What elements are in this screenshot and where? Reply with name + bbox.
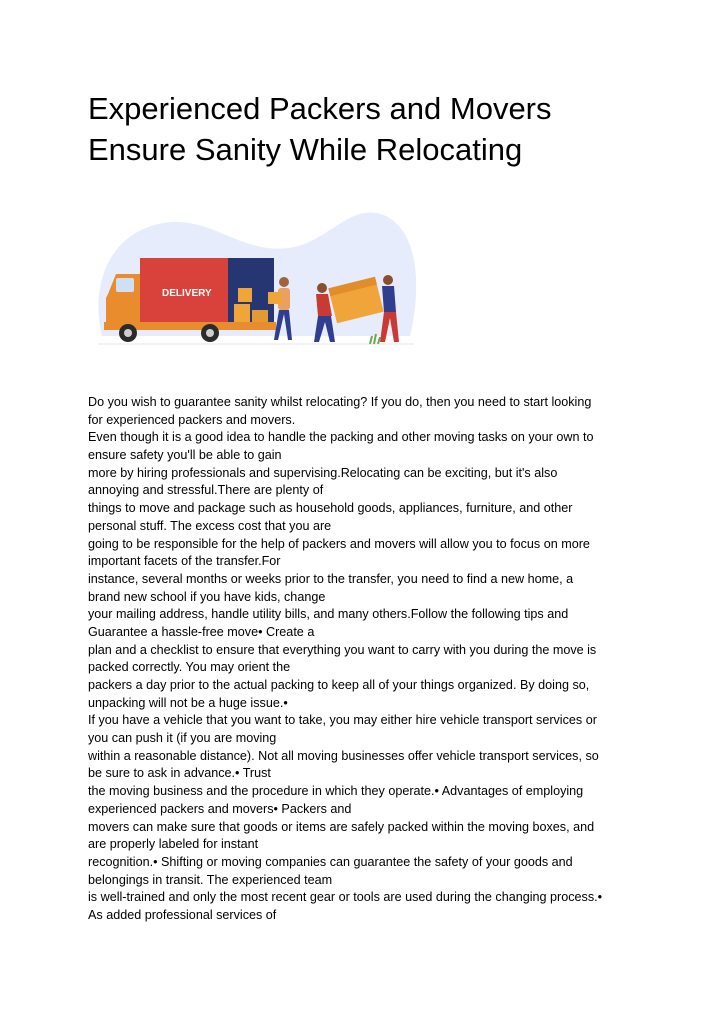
body-line: are properly labeled for instant	[88, 837, 259, 852]
body-line: more by hiring professionals and supervising.Relocating can be exciting, but it's also	[88, 465, 558, 480]
body-line: for experienced packers and movers.	[88, 412, 296, 427]
body-line: packers a day prior to the actual packing to keep all of your things organized. By doing so,	[88, 678, 590, 692]
title-line: Ensure Sanity While Relocating	[88, 132, 523, 167]
body-line: be sure to ask in advance.• Trust	[88, 766, 271, 781]
body-line: unpacking will not be a huge issue.•	[88, 695, 288, 710]
body-line: important facets of the transfer.For	[88, 554, 281, 569]
truck-window	[116, 278, 134, 292]
body-line: brand new school if you have kids, change	[88, 589, 326, 604]
body-line: the moving business and the procedure in which they operate.• Advantages of employing	[88, 784, 584, 799]
body-line: instance, several months or weeks prior to the transfer, you need to find a new home, a	[88, 571, 574, 586]
person-head-icon	[317, 283, 327, 293]
body-line: belongings in transit. The experienced team	[88, 872, 333, 887]
body-line: going to be responsible for the help of packers and movers will allow you to focus on more	[88, 536, 590, 551]
body-line: things to move and package such as household goods, appliances, furniture, and other	[88, 501, 573, 516]
body-line: recognition.• Shifting or moving companies can guarantee the safety of your goods and	[88, 854, 573, 869]
box-icon	[268, 292, 282, 304]
body-line: your mailing address, handle utility bills, and many others.Follow the following tips and	[88, 607, 569, 622]
body-line: Do you wish to guarantee sanity whilst relocating? If you do, then you need to start looking	[88, 395, 592, 409]
person-head-icon	[383, 275, 393, 285]
page-title	[88, 88, 648, 170]
body-line: ensure safety you'll be able to gain	[88, 448, 282, 463]
body-line: annoying and stressful.There are plenty of	[88, 483, 324, 498]
body-line: within a reasonable distance). Not all moving businesses offer vehicle transport services, so	[88, 748, 599, 763]
body-line: Guarantee a hassle-free move• Create a	[88, 624, 315, 639]
body-line: you can push it (if you are moving	[88, 731, 277, 746]
body-line: plan and a checklist to ensure that everything you want to carry with you during the move is	[88, 642, 597, 657]
delivery-illustration	[88, 176, 424, 354]
box-icon	[252, 310, 268, 322]
body-line: experienced packers and movers• Packers and	[88, 801, 352, 816]
box-icon	[238, 288, 252, 302]
body-line: If you have a vehicle that you want to take, you may either hire vehicle transport services or	[88, 713, 597, 728]
body-line: movers can make sure that goods or items are safely packed within the moving boxes, and	[88, 819, 595, 834]
title-line: Experienced Packers and Movers	[88, 91, 552, 126]
body-line: packed correctly. You may orient the	[88, 660, 291, 675]
body-line: is well-trained and only the most recent gear or tools are used during the changing process.•	[88, 890, 603, 905]
person-head-icon	[279, 277, 289, 287]
truck-label: DELIVERY	[162, 288, 212, 299]
person-body	[382, 286, 396, 312]
article-body	[88, 394, 648, 925]
body-line: Even though it is a good idea to handle the packing and other moving tasks on your own to	[88, 430, 594, 445]
body-line: personal stuff. The excess cost that you are	[88, 518, 332, 533]
box-icon	[234, 304, 250, 322]
body-line: As added professional services of	[88, 907, 277, 922]
